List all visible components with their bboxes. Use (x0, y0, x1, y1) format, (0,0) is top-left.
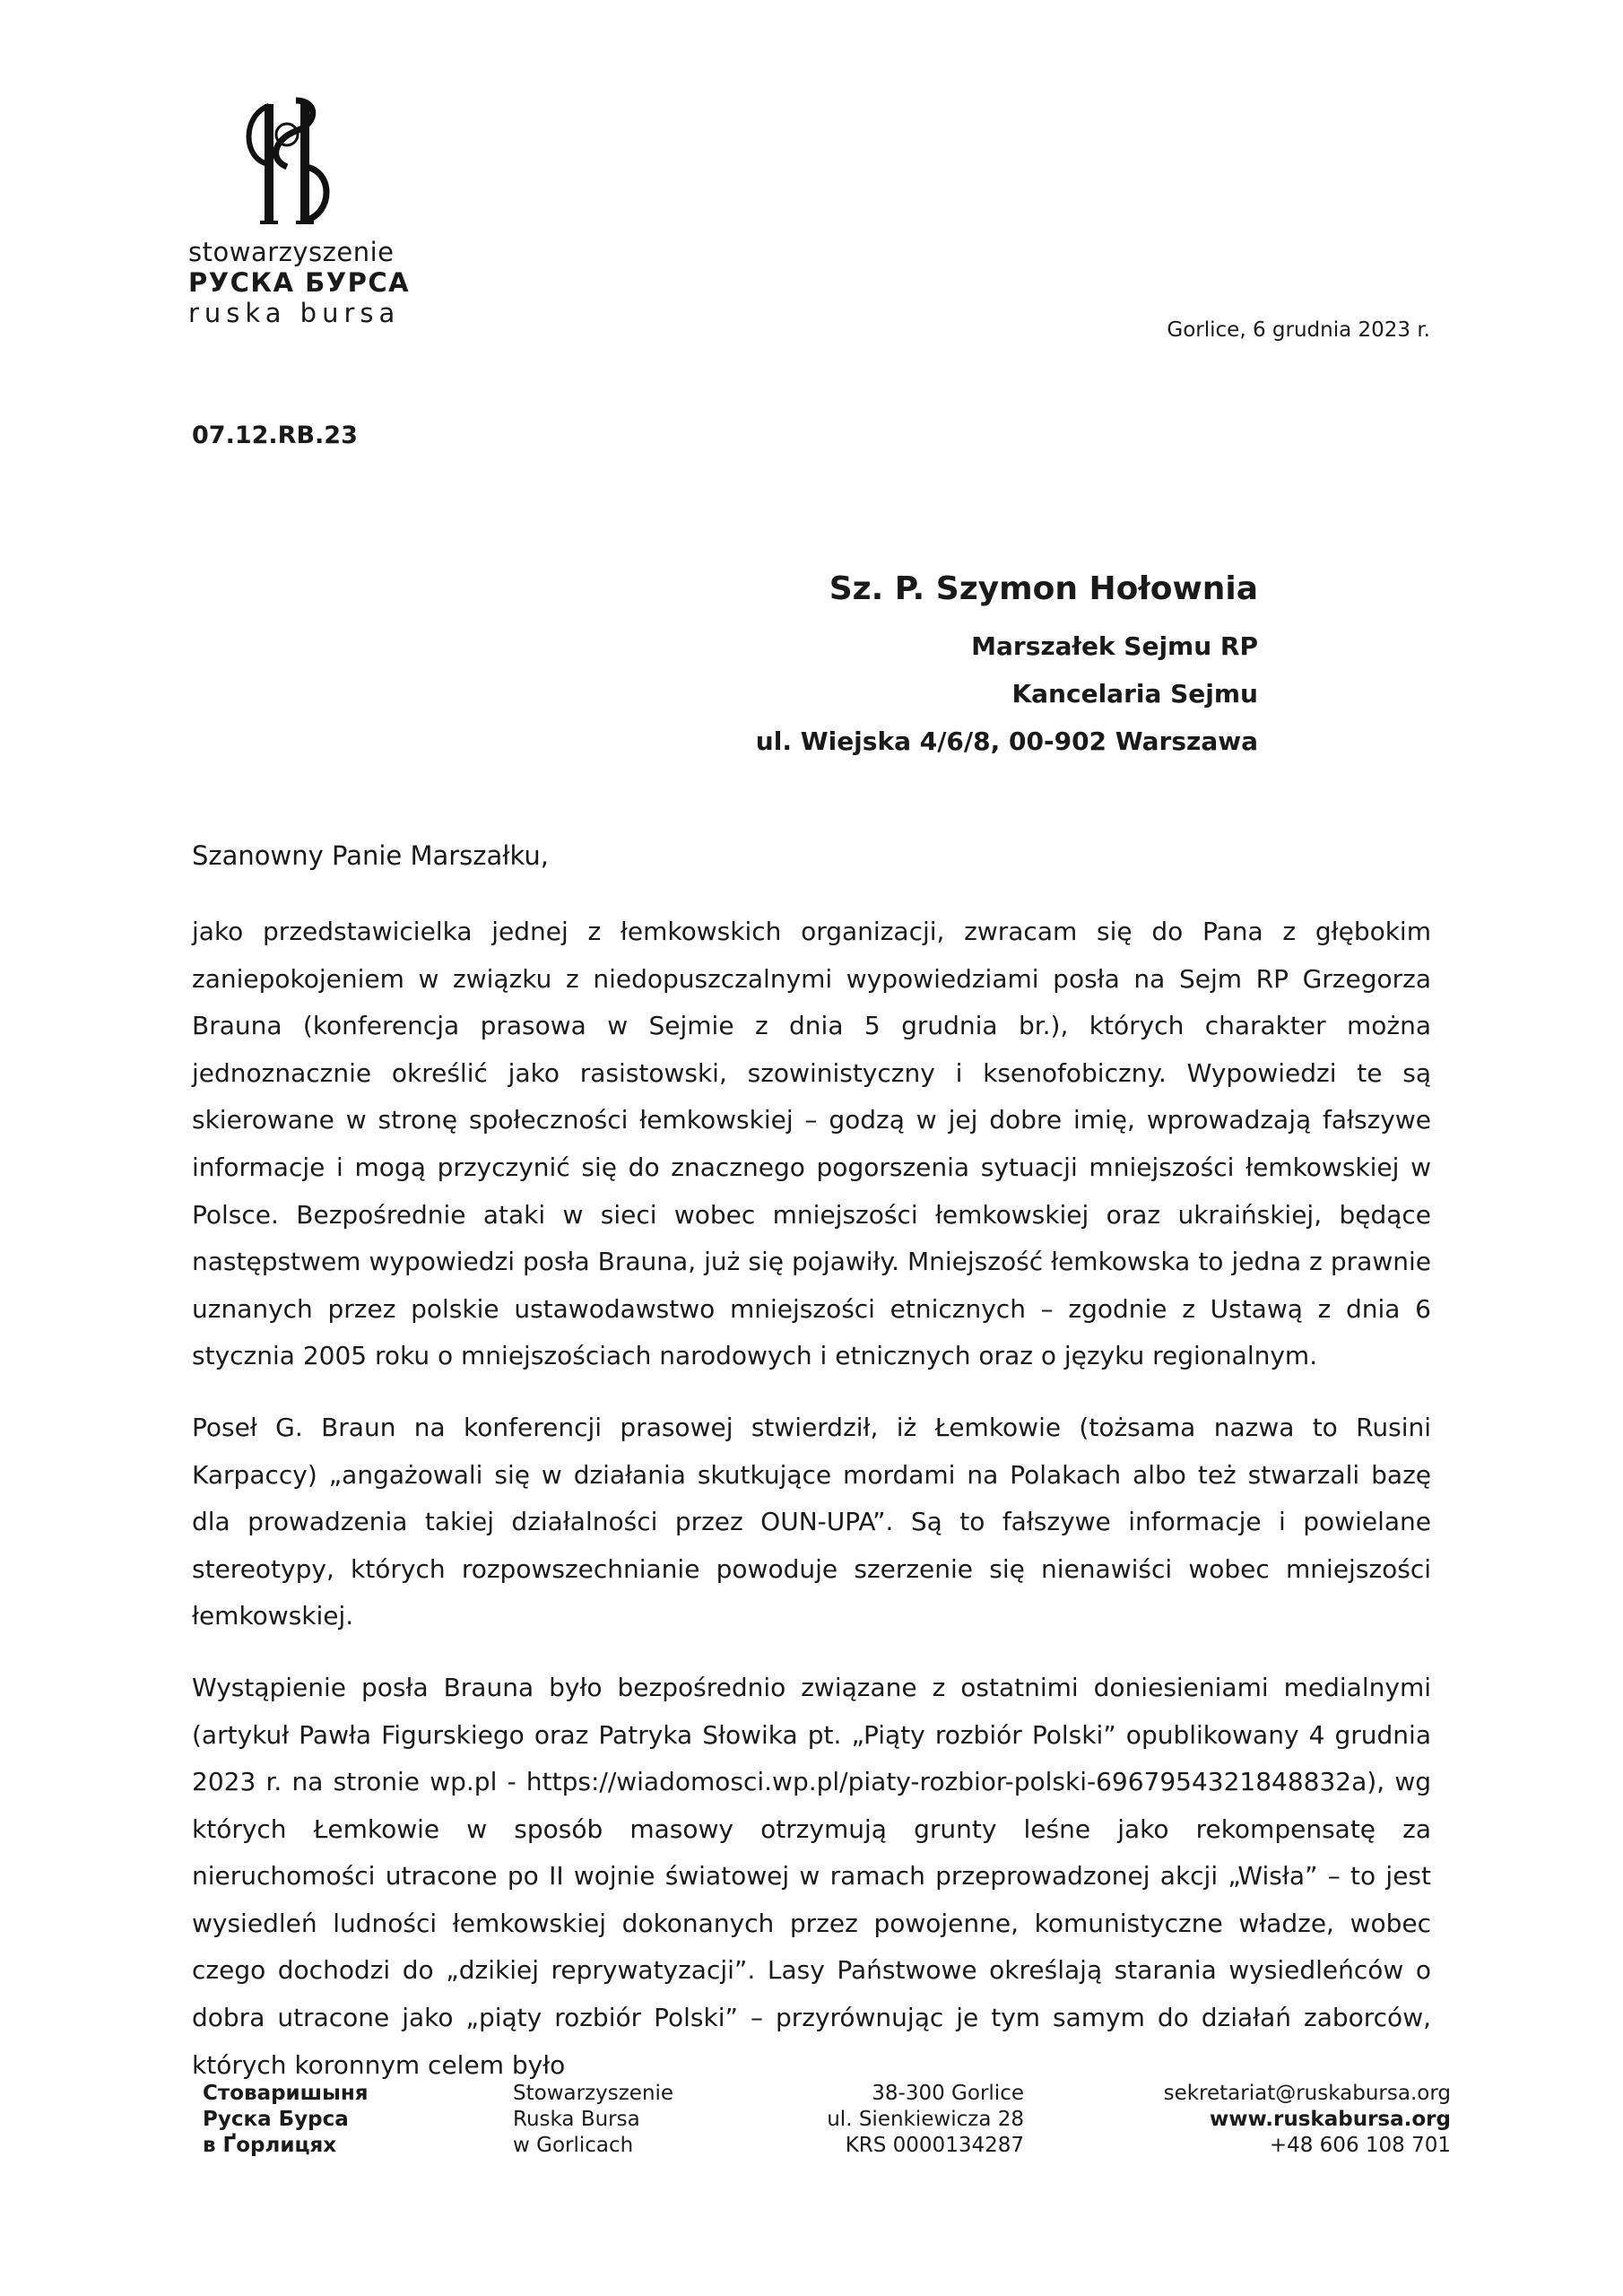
salutation: Szanowny Panie Marszałku, (192, 840, 550, 871)
footer-name-latin: Stowarzyszenie Ruska Bursa w Gorlicach (513, 2082, 674, 2157)
logo-text-line3: ruska bursa (188, 298, 401, 328)
body-paragraph: Poseł G. Braun na konferencji prasowej stwierdził, iż Łemkowie (tożsama nazwa to Rusini Karpaccy) „angażowali się w działania skutkujące mordami na Polakach albo też stwarzali bazę dla prowadzenia takiej działalności przez OUN-UPA”. Są to fałszywe informacje i powielane stereotypy, których rozpowszechnianie powoduje szerzenie się nienawiści wobec mniejszości łemkowskiej. (192, 1412, 1431, 1631)
organization-logo (188, 97, 421, 328)
footer-contact (1112, 2081, 1451, 2159)
reference-number: 07.12.RB.23 (192, 422, 358, 449)
body-paragraph: Wystąpienie posła Brauna było bezpośrednio związane z ostatnimi doniesieniami medialnymi (artykuł Pawła Figurskiego oraz Patryka Słowika pt. „Piąty rozbiór Polski” opublikowany 4 grudnia 2023 r. na stronie wp.pl - https://wiadomosci.wp.pl/piaty-rozbior-polski-6967954321848832a), wg których Łemkowie w sposób masowy otrzymują grunty leśne jako rekompensatę za nieruchomości utracone po II wojnie światowej w ramach przeprowadzonej akcji „Wisła” – to jest wysiedleń ludności łemkowskiej dokonanych przez powojenne, komunistyczne władze, wobec czego dochodzi do „dzikiej reprywatyzacji”. Lasy Państwowe określają starania wysiedleńców o dobra utracone jako „piąty rozbiór Polski” – przyrównując je tym samym do działań zaborców, których koronnym celem było (192, 1672, 1431, 2080)
rb-monogram-icon (233, 97, 341, 231)
footer-address: 38-300 Gorlice ul. Sienkiewicza 28 KRS 0000134287 (827, 2082, 1024, 2157)
letter-date: Gorlice, 6 grudnia 2023 r. (1167, 318, 1430, 342)
footer-phone: +48 606 108 701 (1269, 2134, 1451, 2157)
recipient-street: ul. Wiejska 4/6/8, 00-902 Warszawa (755, 726, 1258, 756)
footer-website[interactable]: www.ruskabursa.org (1210, 2108, 1451, 2131)
letter-body (192, 909, 1431, 2089)
recipient-name: Sz. P. Szymon Hołownia (829, 570, 1258, 607)
recipient-office: Kancelaria Sejmu (1011, 679, 1258, 709)
body-paragraph: jako przedstawicielka jednej z łemkowskich organizacji, zwracam się do Pana z głębokim zaniepokojeniem w związku z niedopuszczalnymi wypowiedziami posła na Sejm RP Grzegorza Brauna (konferencja prasowa w Sejmie z dnia 5 grudnia br.), których charakter można jednoznacznie określić jako rasistowski, szowinistyczny i ksenofobiczny. Wypowiedzi te są skierowane w stronę społeczności łemkowskiej – godzą w jej dobre imię, wprowadzają fałszywe informacje i mogą przyczynić się do znacznego pogorszenia sytuacji mniejszości łemkowskiej w Polsce. Bezpośrednie ataki w sieci wobec mniejszości łemkowskiej oraz ukraińskiej, będące następstwem wypowiedzi posła Brauna, już się pojawiły. Mniejszość łemkowska to jedna z prawnie uznanych przez polskie ustawodawstwo mniejszości etnicznych – zgodnie z Ustawą z dnia 6 stycznia 2005 roku o mniejszościach narodowych i etnicznych oraz o języku regionalnym. (192, 917, 1431, 1371)
recipient-title: Marszałek Sejmu RP (971, 631, 1258, 661)
recipient-address (756, 569, 1258, 765)
footer-email[interactable]: sekretariat@ruskabursa.org (1163, 2082, 1451, 2105)
logo-text-line1: stowarzyszenie (188, 237, 395, 267)
logo-text-line2: РУСКА БУРСА (188, 267, 411, 298)
footer-name-cyrillic: Стоваришыня Руска Бурса в Ґорлицях (203, 2082, 369, 2157)
